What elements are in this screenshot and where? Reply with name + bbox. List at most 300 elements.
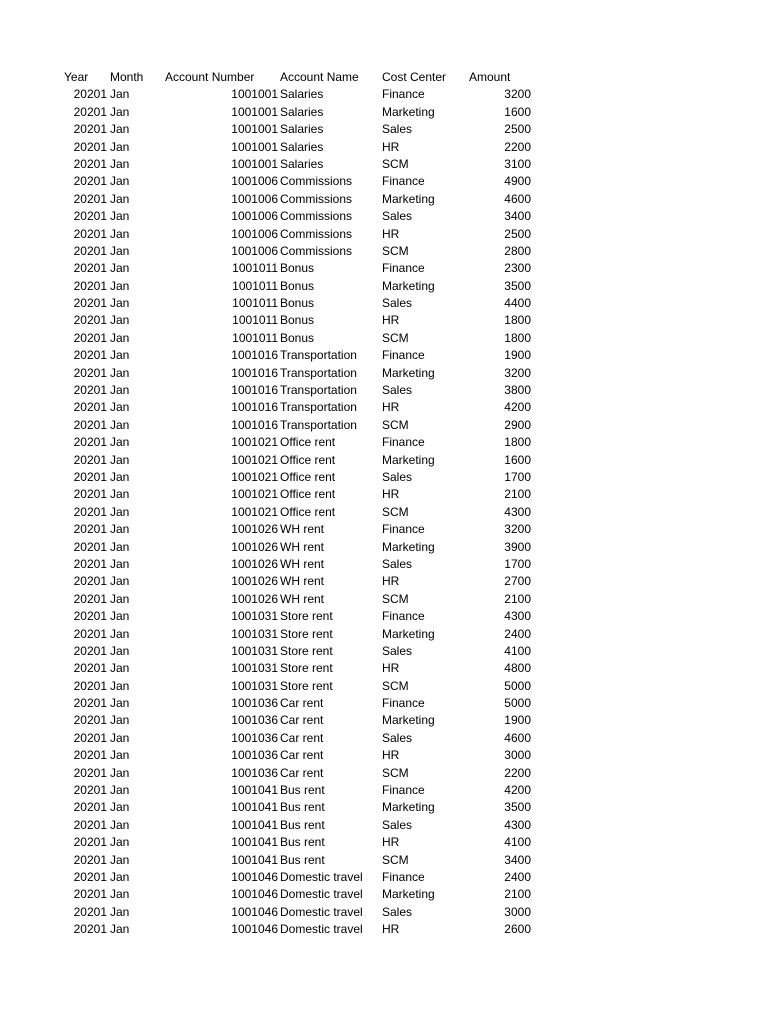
- cost-center-cell: HR: [382, 835, 400, 850]
- amount-cell: 3000: [504, 748, 531, 763]
- table-row: [0, 86, 768, 103]
- amount-cell: 5000: [504, 678, 531, 693]
- amount-cell: 2400: [504, 626, 531, 641]
- month-cell: Jan: [110, 800, 130, 815]
- cost-center-cell: Sales: [382, 209, 413, 224]
- account-name-cell: Commissions: [280, 226, 353, 241]
- month-cell: Jan: [110, 609, 130, 624]
- year-cell: 20201: [73, 87, 107, 102]
- month-cell: Jan: [110, 435, 130, 450]
- cost-center-cell: Marketing: [382, 191, 435, 206]
- account-name-cell: Commissions: [280, 243, 353, 258]
- account-name-cell: Domestic travel: [280, 922, 363, 937]
- account-name-cell: WH rent: [280, 539, 325, 554]
- amount-cell: 3100: [504, 156, 531, 171]
- header-account-number: Account Number: [165, 70, 255, 84]
- cost-center-cell: Finance: [382, 174, 425, 189]
- month-cell: Jan: [110, 243, 130, 258]
- table-row: [0, 365, 768, 382]
- year-cell: 20201: [73, 209, 107, 224]
- account-number-cell: 1001026: [231, 539, 278, 554]
- account-number-cell: 1001036: [231, 713, 278, 728]
- amount-cell: 4300: [504, 504, 531, 519]
- month-cell: Jan: [110, 469, 130, 484]
- year-cell: 20201: [73, 748, 107, 763]
- table-row: [0, 799, 768, 816]
- cost-center-cell: SCM: [382, 678, 409, 693]
- table-row: [0, 382, 768, 399]
- account-number-cell: 1001021: [231, 452, 278, 467]
- amount-cell: 1700: [504, 469, 531, 484]
- table-row: [0, 695, 768, 712]
- table-row: [0, 852, 768, 869]
- amount-cell: 3200: [504, 365, 531, 380]
- year-cell: 20201: [73, 922, 107, 937]
- year-cell: 20201: [73, 226, 107, 241]
- cost-center-cell: SCM: [382, 417, 409, 432]
- account-name-cell: Domestic travel: [280, 869, 363, 884]
- cost-center-cell: HR: [382, 487, 400, 502]
- account-name-cell: Bus rent: [280, 835, 325, 850]
- cost-center-cell: HR: [382, 574, 400, 589]
- header-account-name: Account Name: [280, 70, 359, 84]
- account-number-cell: 1001046: [231, 904, 278, 919]
- amount-cell: 3500: [504, 800, 531, 815]
- month-cell: Jan: [110, 156, 130, 171]
- account-number-cell: 1001001: [231, 87, 278, 102]
- cost-center-cell: HR: [382, 922, 400, 937]
- amount-cell: 2200: [504, 139, 531, 154]
- account-name-cell: Transportation: [280, 365, 357, 380]
- cost-center-cell: SCM: [382, 765, 409, 780]
- month-cell: Jan: [110, 209, 130, 224]
- month-cell: Jan: [110, 487, 130, 502]
- account-number-cell: 1001016: [231, 400, 278, 415]
- year-cell: 20201: [73, 626, 107, 641]
- amount-cell: 2700: [504, 574, 531, 589]
- account-number-cell: 1001036: [231, 765, 278, 780]
- amount-cell: 1700: [504, 556, 531, 571]
- amount-cell: 1800: [504, 313, 531, 328]
- table-row: [0, 504, 768, 521]
- account-number-cell: 1001031: [231, 678, 278, 693]
- year-cell: 20201: [73, 696, 107, 711]
- year-cell: 20201: [73, 730, 107, 745]
- amount-cell: 2100: [504, 591, 531, 606]
- year-cell: 20201: [73, 243, 107, 258]
- account-name-cell: Car rent: [280, 765, 324, 780]
- account-name-cell: Transportation: [280, 383, 357, 398]
- cost-center-cell: Sales: [382, 122, 413, 137]
- account-name-cell: WH rent: [280, 556, 325, 571]
- amount-cell: 2600: [504, 922, 531, 937]
- year-cell: 20201: [73, 348, 107, 363]
- account-name-cell: Office rent: [280, 452, 336, 467]
- account-name-cell: Bonus: [280, 278, 315, 293]
- year-cell: 20201: [73, 400, 107, 415]
- cost-center-cell: Sales: [382, 643, 413, 658]
- month-cell: Jan: [110, 122, 130, 137]
- account-number-cell: 1001011: [232, 313, 278, 328]
- cost-center-cell: Sales: [382, 383, 413, 398]
- month-cell: Jan: [110, 226, 130, 241]
- table-row: [0, 191, 768, 208]
- month-cell: Jan: [110, 348, 130, 363]
- cost-center-cell: HR: [382, 226, 400, 241]
- account-name-cell: Transportation: [280, 400, 357, 415]
- month-cell: Jan: [110, 383, 130, 398]
- account-number-cell: 1001016: [231, 348, 278, 363]
- account-number-cell: 1001021: [231, 487, 278, 502]
- account-name-cell: Bus rent: [280, 817, 325, 832]
- table-row: [0, 678, 768, 695]
- year-cell: 20201: [73, 417, 107, 432]
- account-number-cell: 1001011: [232, 330, 278, 345]
- account-name-cell: WH rent: [280, 574, 325, 589]
- month-cell: Jan: [110, 313, 130, 328]
- amount-cell: 2900: [504, 417, 531, 432]
- table-row: [0, 278, 768, 295]
- month-cell: Jan: [110, 556, 130, 571]
- cost-center-cell: Sales: [382, 296, 413, 311]
- cost-center-cell: Finance: [382, 87, 425, 102]
- month-cell: Jan: [110, 417, 130, 432]
- table-row: [0, 312, 768, 329]
- account-number-cell: 1001011: [232, 278, 278, 293]
- cost-center-cell: Marketing: [382, 626, 435, 641]
- account-number-cell: 1001031: [231, 643, 278, 658]
- amount-cell: 3000: [504, 904, 531, 919]
- year-cell: 20201: [73, 487, 107, 502]
- month-cell: Jan: [110, 783, 130, 798]
- month-cell: Jan: [110, 591, 130, 606]
- month-cell: Jan: [110, 713, 130, 728]
- table-row: [0, 139, 768, 156]
- year-cell: 20201: [73, 800, 107, 815]
- year-cell: 20201: [73, 156, 107, 171]
- account-name-cell: Bonus: [280, 330, 315, 345]
- month-cell: Jan: [110, 748, 130, 763]
- amount-cell: 2500: [504, 122, 531, 137]
- table-row: [0, 121, 768, 138]
- cost-center-cell: HR: [382, 661, 400, 676]
- month-cell: Jan: [110, 139, 130, 154]
- header-cost-center: Cost Center: [382, 70, 447, 84]
- table-row: [0, 765, 768, 782]
- year-cell: 20201: [73, 869, 107, 884]
- account-number-cell: 1001021: [231, 469, 278, 484]
- month-cell: Jan: [110, 904, 130, 919]
- account-name-cell: Store rent: [280, 643, 333, 658]
- month-cell: Jan: [110, 852, 130, 867]
- amount-cell: 1600: [504, 452, 531, 467]
- account-number-cell: 1001021: [231, 504, 278, 519]
- year-cell: 20201: [73, 435, 107, 450]
- cost-center-cell: SCM: [382, 852, 409, 867]
- year-cell: 20201: [73, 469, 107, 484]
- account-number-cell: 1001036: [231, 730, 278, 745]
- table-row: [0, 747, 768, 764]
- cost-center-cell: Sales: [382, 817, 413, 832]
- table-row: [0, 226, 768, 243]
- year-cell: 20201: [73, 661, 107, 676]
- account-number-cell: 1001046: [231, 869, 278, 884]
- cost-center-cell: Finance: [382, 609, 425, 624]
- amount-cell: 3400: [504, 209, 531, 224]
- account-number-cell: 1001001: [231, 156, 278, 171]
- table-row: [0, 330, 768, 347]
- year-cell: 20201: [73, 139, 107, 154]
- table-body: [0, 86, 768, 938]
- account-name-cell: Commissions: [280, 209, 353, 224]
- account-number-cell: 1001021: [231, 435, 278, 450]
- account-number-cell: 1001016: [231, 365, 278, 380]
- amount-cell: 4100: [504, 643, 531, 658]
- table-row: [0, 521, 768, 538]
- table-row: [0, 539, 768, 556]
- table-row: [0, 904, 768, 921]
- account-number-cell: 1001001: [231, 104, 278, 119]
- cost-center-cell: HR: [382, 400, 400, 415]
- account-number-cell: 1001006: [231, 191, 278, 206]
- account-name-cell: Bus rent: [280, 852, 325, 867]
- account-name-cell: Office rent: [280, 469, 336, 484]
- cost-center-cell: Marketing: [382, 452, 435, 467]
- year-cell: 20201: [73, 313, 107, 328]
- year-cell: 20201: [73, 817, 107, 832]
- cost-center-cell: Marketing: [382, 887, 435, 902]
- account-number-cell: 1001031: [231, 626, 278, 641]
- amount-cell: 2800: [504, 243, 531, 258]
- account-number-cell: 1001006: [231, 226, 278, 241]
- account-name-cell: Commissions: [280, 191, 353, 206]
- account-name-cell: Office rent: [280, 504, 336, 519]
- year-cell: 20201: [73, 852, 107, 867]
- account-name-cell: Domestic travel: [280, 904, 363, 919]
- account-name-cell: Car rent: [280, 696, 324, 711]
- month-cell: Jan: [110, 504, 130, 519]
- year-cell: 20201: [73, 383, 107, 398]
- account-name-cell: Bonus: [280, 261, 315, 276]
- month-cell: Jan: [110, 678, 130, 693]
- amount-cell: 1900: [504, 348, 531, 363]
- account-number-cell: 1001046: [231, 887, 278, 902]
- table-row: [0, 173, 768, 190]
- cost-center-cell: Sales: [382, 730, 413, 745]
- account-name-cell: Bus rent: [280, 800, 325, 815]
- amount-cell: 4800: [504, 661, 531, 676]
- account-name-cell: Salaries: [280, 87, 324, 102]
- account-name-cell: Car rent: [280, 713, 324, 728]
- header-amount: Amount: [469, 70, 511, 84]
- amount-cell: 4200: [504, 400, 531, 415]
- amount-cell: 2400: [504, 869, 531, 884]
- amount-cell: 4100: [504, 835, 531, 850]
- year-cell: 20201: [73, 104, 107, 119]
- table-row: [0, 730, 768, 747]
- year-cell: 20201: [73, 365, 107, 380]
- month-cell: Jan: [110, 539, 130, 554]
- account-name-cell: Commissions: [280, 174, 353, 189]
- month-cell: Jan: [110, 661, 130, 676]
- month-cell: Jan: [110, 104, 130, 119]
- cost-center-cell: Sales: [382, 556, 413, 571]
- account-number-cell: 1001016: [231, 383, 278, 398]
- month-cell: Jan: [110, 730, 130, 745]
- month-cell: Jan: [110, 278, 130, 293]
- account-number-cell: 1001031: [231, 609, 278, 624]
- month-cell: Jan: [110, 817, 130, 832]
- year-cell: 20201: [73, 678, 107, 693]
- table-row: [0, 608, 768, 625]
- year-cell: 20201: [73, 174, 107, 189]
- account-number-cell: 1001031: [231, 661, 278, 676]
- account-name-cell: Transportation: [280, 417, 357, 432]
- year-cell: 20201: [73, 574, 107, 589]
- amount-cell: 3800: [504, 383, 531, 398]
- month-cell: Jan: [110, 87, 130, 102]
- account-name-cell: Salaries: [280, 139, 324, 154]
- account-number-cell: 1001041: [231, 835, 278, 850]
- amount-cell: 5000: [504, 696, 531, 711]
- amount-cell: 4300: [504, 817, 531, 832]
- account-number-cell: 1001026: [231, 574, 278, 589]
- year-cell: 20201: [73, 522, 107, 537]
- account-number-cell: 1001016: [231, 417, 278, 432]
- table-row: [0, 817, 768, 834]
- cost-center-cell: Finance: [382, 435, 425, 450]
- account-number-cell: 1001046: [231, 922, 278, 937]
- table-row: [0, 556, 768, 573]
- cost-center-cell: SCM: [382, 243, 409, 258]
- amount-cell: 3400: [504, 852, 531, 867]
- account-number-cell: 1001001: [231, 139, 278, 154]
- cost-center-cell: Finance: [382, 348, 425, 363]
- amount-cell: 3900: [504, 539, 531, 554]
- cost-center-cell: Finance: [382, 869, 425, 884]
- amount-cell: 2100: [504, 487, 531, 502]
- amount-cell: 1800: [504, 330, 531, 345]
- cost-center-cell: Marketing: [382, 365, 435, 380]
- account-number-cell: 1001041: [231, 817, 278, 832]
- table-row: [0, 295, 768, 312]
- year-cell: 20201: [73, 643, 107, 658]
- month-cell: Jan: [110, 400, 130, 415]
- cost-center-cell: Finance: [382, 783, 425, 798]
- month-cell: Jan: [110, 574, 130, 589]
- amount-cell: 3200: [504, 522, 531, 537]
- table-row: [0, 399, 768, 416]
- table-row: [0, 886, 768, 903]
- account-name-cell: Salaries: [280, 156, 324, 171]
- year-cell: 20201: [73, 887, 107, 902]
- year-cell: 20201: [73, 904, 107, 919]
- account-number-cell: 1001011: [232, 261, 278, 276]
- account-number-cell: 1001006: [231, 243, 278, 258]
- header-year: Year: [64, 70, 89, 84]
- cost-center-cell: Marketing: [382, 800, 435, 815]
- header-month: Month: [110, 70, 144, 84]
- cost-center-cell: Finance: [382, 261, 425, 276]
- month-cell: Jan: [110, 522, 130, 537]
- amount-cell: 1800: [504, 435, 531, 450]
- amount-cell: 2200: [504, 765, 531, 780]
- table-row: [0, 591, 768, 608]
- account-name-cell: WH rent: [280, 522, 325, 537]
- year-cell: 20201: [73, 765, 107, 780]
- cost-center-cell: Finance: [382, 522, 425, 537]
- account-name-cell: Salaries: [280, 122, 324, 137]
- month-cell: Jan: [110, 887, 130, 902]
- month-cell: Jan: [110, 643, 130, 658]
- table-row: [0, 921, 768, 938]
- year-cell: 20201: [73, 556, 107, 571]
- cost-center-cell: SCM: [382, 156, 409, 171]
- table-row: [0, 834, 768, 851]
- year-cell: 20201: [73, 296, 107, 311]
- amount-cell: 1900: [504, 713, 531, 728]
- year-cell: 20201: [73, 835, 107, 850]
- table-row: [0, 660, 768, 677]
- account-name-cell: Salaries: [280, 104, 324, 119]
- account-name-cell: Store rent: [280, 609, 333, 624]
- cost-center-cell: HR: [382, 313, 400, 328]
- year-cell: 20201: [73, 278, 107, 293]
- cost-center-cell: HR: [382, 748, 400, 763]
- amount-cell: 2100: [504, 887, 531, 902]
- cost-center-cell: Marketing: [382, 713, 435, 728]
- month-cell: Jan: [110, 696, 130, 711]
- amount-cell: 4900: [504, 174, 531, 189]
- month-cell: Jan: [110, 765, 130, 780]
- table-row: [0, 712, 768, 729]
- table-row: [0, 626, 768, 643]
- cost-center-cell: Marketing: [382, 104, 435, 119]
- table-row: [0, 643, 768, 660]
- month-cell: Jan: [110, 296, 130, 311]
- month-cell: Jan: [110, 174, 130, 189]
- year-cell: 20201: [73, 261, 107, 276]
- table-row: [0, 434, 768, 451]
- account-name-cell: Car rent: [280, 730, 324, 745]
- account-name-cell: Bonus: [280, 313, 315, 328]
- account-number-cell: 1001026: [231, 591, 278, 606]
- account-name-cell: Store rent: [280, 678, 333, 693]
- amount-cell: 3500: [504, 278, 531, 293]
- table-row: [0, 452, 768, 469]
- month-cell: Jan: [110, 365, 130, 380]
- year-cell: 20201: [73, 191, 107, 206]
- year-cell: 20201: [73, 452, 107, 467]
- account-number-cell: 1001041: [231, 800, 278, 815]
- account-name-cell: Bus rent: [280, 783, 325, 798]
- year-cell: 20201: [73, 783, 107, 798]
- account-name-cell: Bonus: [280, 296, 315, 311]
- amount-cell: 4600: [504, 730, 531, 745]
- year-cell: 20201: [73, 330, 107, 345]
- month-cell: Jan: [110, 330, 130, 345]
- header-row: [0, 69, 768, 86]
- table-row: [0, 417, 768, 434]
- account-name-cell: Car rent: [280, 748, 324, 763]
- cost-center-cell: Marketing: [382, 539, 435, 554]
- account-number-cell: 1001011: [232, 296, 278, 311]
- account-number-cell: 1001006: [231, 174, 278, 189]
- table-row: [0, 260, 768, 277]
- account-name-cell: Transportation: [280, 348, 357, 363]
- table-row: [0, 156, 768, 173]
- amount-cell: 4600: [504, 191, 531, 206]
